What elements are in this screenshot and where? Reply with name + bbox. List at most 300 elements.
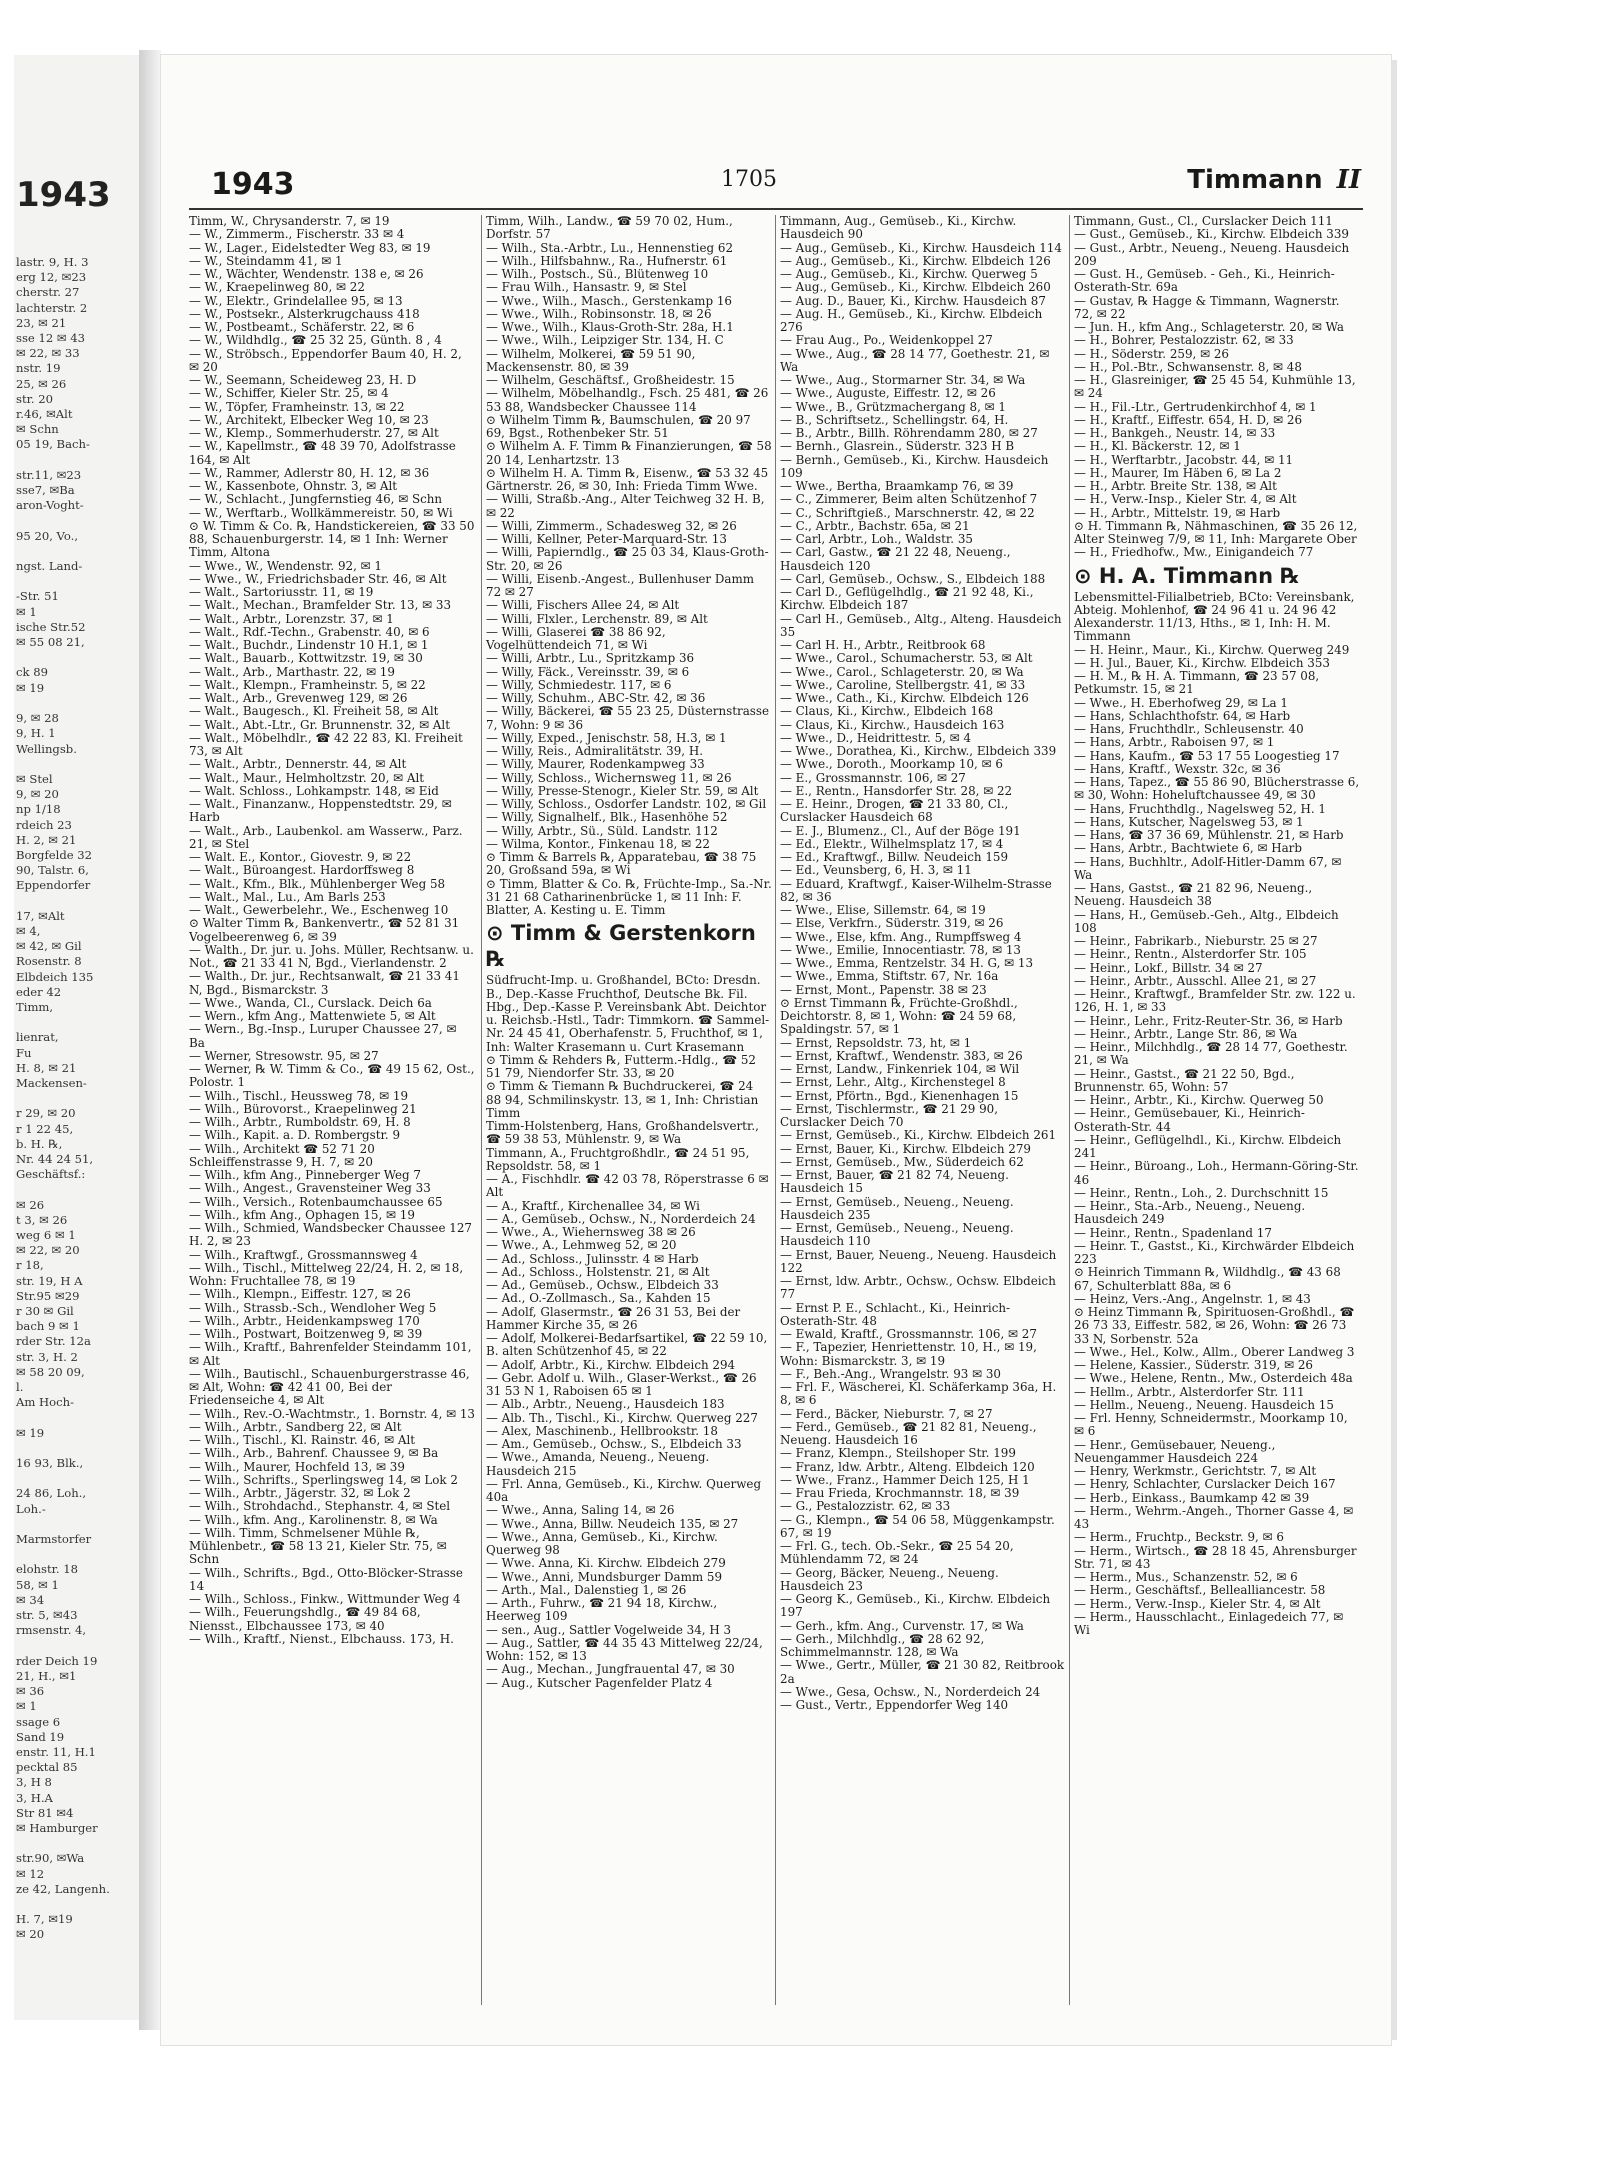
- directory-entry: — Gebr. Adolf u. Wilh., Glaser-Werkst., ☎ 26 31 53 N 1, Raboisen 65 ✉ 1: [486, 1370, 757, 1398]
- directory-entry: — Willy, Signalhelf., Blk., Hasenhöhe 52: [486, 810, 728, 825]
- previous-page-line: [14, 757, 139, 772]
- directory-entry: — Ernst, Bauer, Ki., Kirchw. Elbdeich 279: [780, 1141, 1031, 1156]
- previous-page-line: ck 89: [16, 665, 48, 680]
- directory-entry: — Carl H., Gemüseb., Altg., Alteng. Hausdeich 35: [780, 611, 1062, 639]
- directory-entry: — Adolf, Glasermstr., ☎ 26 31 53, Bei der Hammer Kirche 35, ✉ 26: [486, 1304, 741, 1332]
- previous-page-line: [14, 1836, 139, 1851]
- directory-entry: ⊙ W. Timm & Co. ℞, Handstickereien, ☎ 33 50 88, Schauenburgerstr. 14, ✉ 1 Inh: Werner Timm, Altona: [189, 518, 475, 560]
- directory-entry: — Willi, Eisenb.-Angest., Bullenhuser Damm 72 ✉ 27: [486, 571, 755, 599]
- directory-entry: — Heinr. T., Gastst., Ki., Kirchwärder Elbdeich 223: [1074, 1238, 1355, 1266]
- previous-page-year: 1943: [16, 175, 111, 215]
- directory-entry: — Heinr., Kraftwgf., Bramfelder Str. zw. 122 u. 126, H. 1, ✉ 33: [1074, 987, 1356, 1015]
- directory-entry: — Willy, Arbtr., Sü., Süld. Landstr. 112: [486, 823, 718, 838]
- directory-entry: — Willi, Straßb.-Ang., Alter Teichweg 32 H. B, ✉ 22: [486, 492, 765, 520]
- directory-entry: — Wwe., Emma, Rentzelstr. 34 H. G, ✉ 13: [780, 956, 1034, 970]
- directory-entry: — Ernst, Lehr., Altg., Kirchenstegel 8: [780, 1075, 1006, 1090]
- directory-entry: — Gust., Gemüseb., Ki., Kirchw. Elbdeich 339: [1074, 227, 1349, 242]
- directory-entry: — Else, Verkfrn., Süderstr. 319, ✉ 26: [780, 916, 1004, 931]
- column-2: [481, 215, 772, 2005]
- previous-page-line: 24 86, Loh.,: [16, 1486, 87, 1501]
- directory-entry: — Aug., Sattler, ☎ 44 35 43 Mittelweg 22/24, Wohn: 152, ✉ 13: [486, 1635, 763, 1663]
- previous-page-line: 9, H. 1: [16, 726, 56, 741]
- previous-page-line: str.90, ✉Wa: [16, 1851, 85, 1866]
- directory-entry: — Wwe., Else, kfm. Ang., Rumpffsweg 4: [780, 929, 1022, 944]
- directory-entry: — Heinr., Arbtr., Ki., Kirchw. Querweg 50: [1074, 1093, 1324, 1107]
- directory-entry: — Ernst, ldw. Arbtr., Ochsw., Ochsw. Elbdeich 77: [780, 1274, 1056, 1302]
- directory-entry: — E., Rentn., Hansdorfer Str. 28, ✉ 22: [780, 783, 1013, 798]
- directory-entry: — Aug. D., Bauer, Ki., Kirchw. Hausdeich 87: [780, 293, 1046, 308]
- previous-page-line: 21, H., ✉1: [16, 1668, 77, 1683]
- previous-page-line: enstr. 11, H.1: [16, 1744, 96, 1759]
- directory-entry: — Henry, Schlachter, Curslacker Deich 167: [1074, 1477, 1336, 1492]
- directory-entry: — F., Beh.-Ang., Wrangelstr. 93 ✉ 30: [780, 1366, 1002, 1381]
- directory-entry: — Heinr., Lokf., Billstr. 34 ✉ 27: [1074, 960, 1263, 975]
- directory-entry: — Alb. Th., Tischl., Ki., Kirchw. Querweg 227: [486, 1410, 758, 1425]
- page-year: 1943: [211, 167, 295, 202]
- previous-page-line: lachterstr. 2: [16, 300, 88, 315]
- directory-entry: — Wilh., Arbtr., Rumboldstr. 69, H. 8: [189, 1115, 411, 1129]
- directory-entry: — Heinr., Lehr., Fritz-Reuter-Str. 36, ✉ Harb: [1074, 1013, 1343, 1028]
- previous-page-line: ✉ Schn: [16, 422, 59, 437]
- directory-entry: — Herm., Verw.-Insp., Kieler Str. 4, ✉ Alt: [1074, 1596, 1321, 1611]
- directory-entry: — Walt., Arb., Marthastr. 22, ✉ 19: [189, 664, 395, 679]
- directory-entry: — Aug., Gemüseb., Ki., Kirchw. Querweg 5: [780, 267, 1038, 281]
- directory-entry: ⊙ Heinrich Timmann ℞, Wildhdlg., ☎ 43 68 67, Schulterblatt 88a, ✉ 6: [1074, 1265, 1341, 1293]
- directory-entry: — Heinr., Rentn., Loh., 2. Durchschnitt 15: [1074, 1185, 1329, 1200]
- previous-page-line: str. 3, H. 2: [16, 1349, 78, 1364]
- directory-entry: — Wwe., Franz., Hammer Deich 125, H 1: [780, 1472, 1030, 1487]
- directory-entry: — Wwe., D., Heidrittestr. 5, ✉ 4: [780, 730, 972, 745]
- directory-entry: — Walth., Dr. jur. u. Johs. Müller, Rechtsanw. u. Not., ☎ 21 33 41 N, Bgd., Vierlandenstr. 2: [189, 942, 474, 970]
- directory-entry: — Walt., Mechan., Bramfelder Str. 13, ✉ 33: [189, 598, 452, 613]
- directory-entry: — Ernst, Repsoldstr. 73, ht, ✉ 1: [780, 1035, 972, 1050]
- directory-entry: — Wilma, Kontor., Finkenau 18, ✉ 22: [486, 836, 710, 851]
- directory-entry: — Hans, H., Gemüseb.-Geh., Altg., Elbdeich 108: [1074, 907, 1339, 935]
- previous-page-line: ze 42, Langenh.: [16, 1881, 110, 1896]
- directory-entry: — Frl. Henny, Schneidermstr., Moorkamp 10, ✉ 6: [1074, 1411, 1348, 1439]
- previous-page-line: l.: [16, 1380, 24, 1395]
- directory-entry: — Wwe., Carol., Schlageterstr. 20, ✉ Wa: [780, 664, 1024, 679]
- directory-entry: — Wilh., Strassb.-Sch., Wendloher Weg 5: [189, 1300, 437, 1315]
- directory-entry: — Wwe., Wilh., Masch., Gerstenkamp 16: [486, 293, 732, 308]
- previous-page-line: Str.95 ✉29: [16, 1288, 80, 1303]
- directory-entry: — Wilh., Bautischl., Schauenburgerstrasse 46, ✉ Alt, Wohn: ☎ 42 41 00, Bei der Friedenseiche 4, ✉ Alt: [189, 1366, 470, 1408]
- directory-entry: — Wern., kfm Ang., Mattenwiete 5, ✉ Alt: [189, 1009, 436, 1023]
- directory-entry: — Carl, Gastw., ☎ 21 22 48, Neueng., Hausdeich 120: [780, 545, 1011, 573]
- directory-entry: — Gerh., kfm. Ang., Curvenstr. 17, ✉ Wa: [780, 1618, 1024, 1633]
- previous-page-line: [14, 574, 139, 589]
- directory-entry: — Wilh., Kapit. a. D. Rombergstr. 9: [189, 1128, 401, 1143]
- directory-entry: — Wwe., Hel., Kolw., Allm., Oberer Landweg 3: [1074, 1344, 1355, 1359]
- directory-entry: — Ernst, Tischlermstr., ☎ 21 29 90, Curslacker Deich 70: [780, 1101, 999, 1129]
- directory-entry: — W., Lager., Eidelstedter Weg 83, ✉ 19: [189, 240, 431, 255]
- directory-entry: — Wilh., Kraftf., Nienst., Elbchauss. 173, H.: [189, 1631, 454, 1646]
- directory-entry: — C., Arbtr., Bachstr. 65a, ✉ 21: [780, 518, 970, 533]
- directory-entry: — H., Friedhofw., Mw., Einigandeich 77: [1074, 545, 1314, 560]
- column-4: [1069, 215, 1360, 2005]
- previous-page-line: str. 20: [16, 391, 53, 406]
- directory-entry: — Wwe., Wilh., Leipziger Str. 134, H. C: [486, 333, 724, 348]
- directory-entry: ⊙ H. Timmann ℞, Nähmaschinen, ☎ 35 26 12, Alter Steinweg 7/9, ✉ 11, Inh: Margarete Ober: [1074, 518, 1358, 546]
- previous-page-line: rdeich 23: [16, 817, 72, 832]
- directory-entry: — C., Zimmerer, Beim alten Schützenhof 7: [780, 492, 1038, 507]
- directory-entry: — Arth., Fuhrw., ☎ 21 94 18, Kirchw., Heerweg 109: [486, 1596, 718, 1624]
- previous-page-line: lienrat,: [16, 1030, 59, 1045]
- directory-entry: — Willy, Presse-Stenogr., Kieler Str. 59, ✉ Alt: [486, 783, 759, 798]
- previous-page-line: Rosenstr. 8: [16, 954, 82, 969]
- running-title-name: Timmann: [1187, 165, 1323, 195]
- directory-entry: ⊙ Timm & Gerstenkorn ℞: [486, 921, 756, 972]
- previous-page-line: Str 81 ✉4: [16, 1805, 74, 1820]
- directory-entry: — W., Werftarb., Wollkämmereistr. 50, ✉ Wi: [189, 505, 453, 520]
- directory-entry: — W., Rammer, Adlerstr 80, H. 12, ✉ 36: [189, 465, 430, 480]
- directory-entry: — Wilh., Tischl., Heussweg 78, ✉ 19: [189, 1088, 409, 1103]
- previous-page-line: [14, 1897, 139, 1912]
- previous-page-line: t 3, ✉ 26: [16, 1212, 68, 1227]
- directory-entry: — Walt., Büroangest. Hardorffsweg 8: [189, 863, 415, 878]
- directory-entry: — Wilh., Tischl., Kl. Rainstr. 46, ✉ Alt: [189, 1433, 416, 1447]
- directory-entry: — Frl. Anna, Gemüseb., Ki., Kirchw. Querweg 40a: [486, 1476, 762, 1504]
- directory-entry: — Carl H. H., Arbtr., Reitbrook 68: [780, 638, 986, 652]
- directory-entry: — Ernst, Kraftwf., Wendenstr. 383, ✉ 26: [780, 1048, 1023, 1063]
- directory-entry: — Wilh., kfm Ang., Ophagen 15, ✉ 19: [189, 1207, 415, 1222]
- bottom-margin: [0, 2158, 1600, 2177]
- directory-entry: — Wwe., Auguste, Eiffestr. 12, ✉ 26: [780, 386, 996, 401]
- directory-entry: — Willi, Arbtr., Lu., Spritzkamp 36: [486, 651, 695, 666]
- directory-entry: — Eduard, Kraftwgf., Kaiser-Wilhelm-Strasse 82, ✉ 36: [780, 876, 1052, 904]
- directory-entry: — Walt., Klempn., Framheinstr. 5, ✉ 22: [189, 677, 426, 692]
- directory-entry: — Heinz, Vers.-Ang., Angelnstr. 1, ✉ 43: [1074, 1291, 1311, 1306]
- previous-page-line: 17, ✉Alt: [16, 908, 65, 923]
- directory-entry: — W., Steindamm 41, ✉ 1: [189, 253, 343, 268]
- directory-entry: — Willi, Glaserei ☎ 38 86 92, Vogelhüttendeich 71, ✉ Wi: [486, 624, 666, 652]
- directory-entry: — Hans, Gastst., ☎ 21 82 96, Neueng., Neueng. Hausdeich 38: [1074, 881, 1313, 909]
- directory-entry: — Franz, ldw. Arbtr., Alteng. Elbdeich 120: [780, 1459, 1035, 1474]
- previous-page-line: 3, H 8: [16, 1775, 52, 1790]
- directory-entry: — Arth., Mal., Dalenstieg 1, ✉ 26: [486, 1582, 687, 1597]
- directory-entry: — Frau Wilh., Hansastr. 9, ✉ Stel: [486, 280, 687, 295]
- directory-entry: — Ernst, Pförtn., Bgd., Kienenhagen 15: [780, 1088, 1019, 1103]
- directory-entry: — Werner, Stresowstr. 95, ✉ 27: [189, 1048, 379, 1063]
- directory-entry: — W., Kapellmstr., ☎ 48 39 70, Adolfstrasse 164, ✉ Alt: [189, 439, 456, 467]
- previous-page-line: [14, 696, 139, 711]
- directory-entry: — Wwe., Emma, Stiftstr. 67, Nr. 16a: [780, 969, 999, 984]
- directory-entry: — Willy, Maurer, Rodenkampweg 33: [486, 757, 705, 772]
- previous-page-line: H. 2, ✉ 21: [16, 832, 77, 847]
- directory-entry: — A., Fischhdlr. ☎ 42 03 78, Röperstrasse 6 ✉ Alt: [486, 1172, 769, 1200]
- directory-entry: — Willi, Papierndlg., ☎ 25 03 34, Klaus-Groth-Str. 20, ✉ 26: [486, 545, 769, 573]
- previous-page-line: Sand 19: [16, 1729, 65, 1744]
- directory-entry: — Carl, Arbtr., Loh., Waldstr. 35: [780, 532, 973, 546]
- directory-entry: — Frl. F., Wäscherei, Kl. Schäferkamp 36a, H. 8, ✉ 6: [780, 1380, 1057, 1408]
- directory-entry: — Hans, ☎ 37 36 69, Mühlenstr. 21, ✉ Harb: [1074, 828, 1344, 842]
- directory-entry: — H., Glasreiniger, ☎ 25 45 54, Kuhmühle 13, ✉ 24: [1074, 373, 1356, 401]
- directory-entry: — F., Tapezier, Henriettenstr. 10, H., ✉ 19, Wohn: Bismarckstr. 3, ✉ 19: [780, 1340, 1037, 1368]
- directory-entry: — Walt., Sartoriusstr. 11, ✉ 19: [189, 585, 374, 599]
- directory-entry: — Wwe., Anna, Gemüseb., Ki., Kirchw. Querweg 98: [486, 1529, 718, 1557]
- previous-page-line: H. 8, ✉ 21: [16, 1060, 77, 1075]
- directory-entry: — Ad., O.-Zollmasch., Sa., Kahden 15: [486, 1291, 711, 1306]
- previous-page-line: str. 5, ✉43: [16, 1608, 78, 1623]
- previous-page-line: r 30 ✉ Gil: [16, 1304, 74, 1319]
- directory-entry: — Willy, Bäckerei, ☎ 55 23 25, Düsternstrasse 7, Wohn: 9 ✉ 36: [486, 704, 770, 732]
- directory-entry: — Walt., Arb., Grevenweg 129, ✉ 26: [189, 691, 408, 705]
- previous-page-line: erg 12, ✉23: [16, 270, 87, 285]
- directory-entry: — Willi, Fischers Allee 24, ✉ Alt: [486, 598, 680, 613]
- previous-page-line: 95 20, Vo.,: [16, 528, 79, 543]
- directory-entry: — Ferd., Gemüseb., ☎ 21 82 81, Neueng., Neueng. Hausdeich 16: [780, 1419, 1037, 1447]
- directory-entry: — Alex, Maschinenb., Hellbrookstr. 18: [486, 1423, 718, 1438]
- directory-entry: — H. Jul., Bauer, Ki., Kirchw. Elbdeich 353: [1074, 655, 1331, 670]
- directory-entry: — Wwe., Doroth., Moorkamp 10, ✉ 6: [780, 757, 1003, 772]
- directory-entry: — Wilh., Klempn., Eiffestr. 127, ✉ 26: [189, 1287, 411, 1302]
- directory-entry: — Willy, Exped., Jenischstr. 58, H.3, ✉ 1: [486, 730, 727, 745]
- previous-page-line: ✉ 1: [16, 604, 37, 619]
- previous-page-line: ✉ 1: [16, 1699, 37, 1714]
- directory-entry: — Wwe., Gertr., Müller, ☎ 21 30 82, Reitbrook 2a: [780, 1658, 1065, 1686]
- directory-entry: — Heinr., Rentn., Alsterdorfer Str. 105: [1074, 947, 1307, 962]
- previous-page-line: lastr. 9, H. 3: [16, 255, 89, 269]
- directory-entry: — Wilhelm, Möbelhandlg., Fsch. 25 481, ☎ 26 53 88, Wandsbecker Chaussee 114: [486, 386, 769, 414]
- directory-entry: — Hans, Kutscher, Nagelsweg 53, ✉ 1: [1074, 814, 1304, 829]
- directory-entry: — Am., Gemüseb., Ochsw., S., Elbdeich 33: [486, 1437, 742, 1451]
- directory-entry: — Frau Frieda, Krochmannstr. 18, ✉ 39: [780, 1486, 1020, 1500]
- previous-page-line: ✉ 58 20 09,: [16, 1364, 85, 1379]
- directory-entry: — W., Töpfer, Framheinstr. 13, ✉ 22: [189, 399, 405, 414]
- previous-page-line: eder 42: [16, 984, 62, 999]
- directory-entry: — Hans, Fruchthdlr., Schleusenstr. 40: [1074, 722, 1304, 736]
- directory-entry: — Wilh., Feuerungshdlg., ☎ 49 84 68, Niensst., Elbchaussee 173, ✉ 40: [189, 1605, 421, 1633]
- directory-entry: — H., Kraftf., Eiffestr. 654, H. D, ✉ 26: [1074, 412, 1303, 427]
- directory-entry: — Willi, Flxler., Lerchenstr. 89, ✉ Alt: [486, 611, 708, 626]
- directory-entry: — Hans, Arbtr., Raboisen 97, ✉ 1: [1074, 735, 1275, 750]
- previous-page-line: ✉ 42, ✉ Gil: [16, 939, 82, 954]
- previous-page-line: r 1 22 45,: [16, 1121, 74, 1136]
- directory-entry: — Willy, Schloss., Osdorfer Landstr. 102, ✉ Gil: [486, 797, 767, 811]
- directory-entry: — Wilh., Kraftf., Bahrenfelder Steindamm 101, ✉ Alt: [189, 1340, 472, 1368]
- directory-entry: — Herm., Wirtsch., ☎ 28 18 45, Ahrensburger Str. 71, ✉ 43: [1074, 1543, 1357, 1571]
- previous-page-line: ✉ 22, ✉ 33: [16, 346, 80, 361]
- directory-entry: — Wwe., A., Lehmweg 52, ✉ 20: [486, 1238, 677, 1253]
- previous-page-edge: [14, 55, 141, 2020]
- previous-page-line: Mackensen-: [16, 1075, 87, 1090]
- directory-entry: — Wwe., W., Friedrichsbader Str. 46, ✉ Alt: [189, 571, 447, 586]
- directory-entry: — Wwe., Anna, Billw. Neudeich 135, ✉ 27: [486, 1516, 739, 1531]
- directory-entry: — Wwe., W., Wendenstr. 92, ✉ 1: [189, 558, 382, 573]
- directory-entry: — Walt., Arbtr., Lorenzstr. 37, ✉ 1: [189, 611, 394, 626]
- previous-page-line: aron-Voght-: [16, 498, 84, 513]
- directory-entry: — Hans, Tapez., ☎ 55 86 90, Blücherstrasse 6, ✉ 30, Wohn: Hoheluftchaussee 49, ✉ 30: [1074, 775, 1360, 803]
- directory-page: [161, 55, 1391, 2045]
- directory-entry: — W., Kassenbote, Ohnstr. 3, ✉ Alt: [189, 479, 398, 493]
- directory-entry: — Ad., Schloss., Julinsstr. 4 ✉ Harb: [486, 1251, 699, 1266]
- directory-entry: — Wwe., H. Eberhofweg 29, ✉ La 1: [1074, 695, 1288, 710]
- directory-entry: — Wilh., Arbtr., Heidenkampsweg 170: [189, 1313, 420, 1328]
- directory-entry: — Ed., Elektr., Wilhelmsplatz 17, ✉ 4: [780, 836, 1004, 851]
- previous-page-line: bach 9 ✉ 1: [16, 1319, 80, 1334]
- directory-entry: — Ernst, Gemüseb., Neueng., Neueng. Hausdeich 235: [780, 1194, 1014, 1222]
- previous-page-line: sse7, ✉Ba: [16, 483, 75, 498]
- directory-entry: Timm, Wilh., Landw., ☎ 59 70 02, Hum., Dorfstr. 57: [486, 215, 733, 242]
- directory-entry: — Helene, Kassier., Süderstr. 319, ✉ 26: [1074, 1358, 1313, 1372]
- previous-page-line: ✉ 36: [16, 1684, 45, 1699]
- directory-entry: — Wwe., Anna, Saling 14, ✉ 26: [486, 1503, 675, 1518]
- directory-entry: — W., Ströbsch., Eppendorfer Baum 40, H. 2, ✉ 20: [189, 346, 462, 374]
- directory-entry: — Wwe., Amanda, Neueng., Neueng. Hausdeich 215: [486, 1450, 710, 1478]
- directory-entry: — G., Pestalozzistr. 62, ✉ 33: [780, 1499, 951, 1514]
- directory-entry: — Willy, Reis., Admiralitätstr. 39, H.: [486, 744, 703, 758]
- previous-page-line: rder Str. 12a: [16, 1334, 91, 1349]
- directory-entry: — W., Schlacht., Jungfernstieg 46, ✉ Schn: [189, 492, 443, 507]
- directory-entry: — Willi, Zimmerm., Schadesweg 32, ✉ 26: [486, 518, 737, 533]
- previous-page-line: [14, 1471, 139, 1486]
- directory-entry: — Ad., Schloss., Holstenstr. 21, ✉ Alt: [486, 1264, 710, 1279]
- directory-entry: — Aug., Gemüseb., Ki., Kirchw. Hausdeich 114: [780, 240, 1062, 255]
- previous-page-line: 3, H.A: [16, 1790, 53, 1805]
- directory-entry: — Heinr., Milchhdlg., ☎ 28 14 77, Goethestr. 21, ✉ Wa: [1074, 1040, 1348, 1068]
- previous-page-line: [14, 1547, 139, 1562]
- running-title-section: II: [1336, 165, 1361, 195]
- previous-page-line: ✉ 22, ✉ 20: [16, 1243, 80, 1258]
- directory-entry: Timmann, Aug., Gemüseb., Ki., Kirchw. Hausdeich 90: [780, 215, 1017, 242]
- previous-page-line: cherstr. 27: [16, 285, 80, 300]
- directory-entry: — Ernst, Gemüseb., Mw., Süderdeich 62: [780, 1154, 1024, 1169]
- directory-entry: — Walt. Schloss., Lohkampstr. 148, ✉ Eid: [189, 783, 439, 798]
- directory-entry: — Herm., Geschäftsf., Bellealliancestr. 58: [1074, 1583, 1326, 1598]
- directory-entry: — Walt., Kfm., Blk., Mühlenberger Weg 58: [189, 876, 446, 891]
- directory-entry: — Walt., Arb., Laubenkol. am Wasserw., Parz. 21, ✉ Stel: [189, 823, 463, 851]
- directory-entry: — W., Postsekr., Alsterkrugchauss 418: [189, 306, 420, 321]
- directory-entry: — Heinr., Büroang., Loh., Hermann-Göring-Str. 46: [1074, 1159, 1359, 1187]
- directory-entry: — Walt., Möbelhdlr., ☎ 42 22 83, Kl. Freiheit 73, ✉ Alt: [189, 730, 463, 758]
- directory-entry: — Hans, Fruchthdlg., Nagelsweg 52, H. 1: [1074, 801, 1326, 816]
- directory-entry: — Henry, Werkmstr., Gerichtstr. 7, ✉ Alt: [1074, 1464, 1317, 1478]
- directory-entry: — Walt., Arbtr., Dennerstr. 44, ✉ Alt: [189, 757, 407, 772]
- directory-entry: — Heinr., Rentn., Spadenland 17: [1074, 1225, 1272, 1240]
- directory-entry: — Frl. G., tech. Ob.-Sekr., ☎ 25 54 20, Mühlendamm 72, ✉ 24: [780, 1539, 1014, 1567]
- directory-entry: — H., Arbtr. Breite Str. 138, ✉ Alt: [1074, 479, 1277, 493]
- directory-entry: — B., Schriftsetz., Schellingstr. 64, H.: [780, 412, 1009, 427]
- directory-entry: — Wwe., Helene, Rentn., Mw., Osterdeich 48a: [1074, 1371, 1353, 1386]
- previous-page-line: Geschäftsf.:: [16, 1167, 86, 1182]
- directory-entry: — Walt. E., Kontor., Giovestr. 9, ✉ 22: [189, 850, 412, 864]
- directory-entry: — Wilhelm, Geschäftsf., Großheidestr. 15: [486, 373, 735, 387]
- directory-entry: Timmann, Gust., Cl., Curslacker Deich 111: [1074, 215, 1333, 228]
- directory-entry: — Henr., Gemüsebauer, Neueng., Neuengammer Hausdeich 224: [1074, 1437, 1276, 1465]
- directory-entry: ⊙ Heinz Timmann ℞, Spirituosen-Großhdl., ☎ 26 73 33, Eiffestr. 582, ✉ 26, Wohn: ☎ 26 73 33 N, Sorbenstr. 52a: [1074, 1305, 1355, 1346]
- directory-entry: — Heinr., Arbtr., Lange Str. 86, ✉ Wa: [1074, 1026, 1298, 1041]
- directory-entry: — Wilh., Rev.-O.-Wachtmstr., 1. Bornstr. 4, ✉ 13: [189, 1406, 475, 1421]
- directory-entry: — H. Heinr., Maur., Ki., Kirchw. Querweg 249: [1074, 642, 1350, 657]
- previous-page-line: -Str. 51: [16, 589, 59, 604]
- previous-page-line: Eppendorfer: [16, 878, 91, 893]
- directory-entry: — B., Arbtr., Billh. Röhrendamm 280, ✉ 27: [780, 426, 1038, 440]
- directory-entry: — Franz, Klempn., Steilshoper Str. 199: [780, 1446, 1016, 1461]
- directory-entry: — Wilh., Sta.-Arbtr., Lu., Hennenstieg 62: [486, 240, 734, 255]
- directory-entry: — Ewald, Kraftf., Grossmannstr. 106, ✉ 27: [780, 1327, 1037, 1341]
- directory-entry: — Wilh., kfm Ang., Pinneberger Weg 7: [189, 1168, 421, 1182]
- directory-entry: — Walt., Rdf.-Techn., Grabenstr. 40, ✉ 6: [189, 624, 430, 639]
- directory-entry: — H., Pol.-Btr., Schwansenstr. 8, ✉ 48: [1074, 359, 1302, 374]
- directory-entry: — E. Heinr., Drogen, ☎ 21 33 80, Cl., Curslacker Hausdeich 68: [780, 797, 1009, 825]
- previous-page-line: 16 93, Blk.,: [16, 1456, 84, 1471]
- directory-entry: — Wilh. Timm, Schmelsener Mühle ℞, Mühlenbetr., ☎ 58 13 21, Kieler Str. 75, ✉ Schn: [189, 1525, 447, 1567]
- previous-page-line: [14, 1015, 139, 1030]
- directory-entry: — G., Klempn., ☎ 54 06 58, Müggenkampstr. 67, ✉ 19: [780, 1512, 1055, 1540]
- directory-entry: — Wern., Bg.-Insp., Luruper Chaussee 27, ✉ Ba: [189, 1022, 457, 1050]
- directory-entry: — W., Seemann, Scheideweg 23, H. D: [189, 373, 417, 387]
- previous-page-line: [14, 544, 139, 559]
- directory-entry: — Ernst, Gemüseb., Neueng., Neueng. Hausdeich 110: [780, 1221, 1014, 1249]
- directory-entry: — Claus, Ki., Kirchw., Elbdeich 168: [780, 704, 994, 719]
- directory-entry: — Adolf, Molkerei-Bedarfsartikel, ☎ 22 59 10, B. alten Schützenhof 45, ✉ 22: [486, 1331, 768, 1359]
- directory-entry: — Heinr., Gemüsebauer, Ki., Heinrich-Osterath-Str. 44: [1074, 1106, 1305, 1134]
- directory-entry: — Wilh., Schmied, Wandsbecker Chaussee 127 H. 2, ✉ 23: [189, 1221, 472, 1249]
- previous-page-line: rmsenstr. 4,: [16, 1623, 87, 1638]
- previous-page-line: 90, Talstr. 6,: [16, 863, 89, 878]
- directory-entry: — sen., Aug., Sattler Vogelweide 34, H 3: [486, 1622, 732, 1637]
- directory-entry: — Aug., Gemüseb., Ki., Kirchw. Elbdeich 260: [780, 280, 1051, 295]
- directory-entry: — Wilhelm, Molkerei, ☎ 59 51 90, Mackensenstr. 80, ✉ 39: [486, 346, 696, 374]
- directory-entry: — Hellm., Arbtr., Alsterdorfer Str. 111: [1074, 1384, 1305, 1399]
- column-1: [189, 215, 475, 2005]
- directory-entry: — Walt., Bauarb., Kottwitzstr. 19, ✉ 30: [189, 651, 423, 666]
- directory-entry: — Frau Aug., Po., Weidenkoppel 27: [780, 333, 993, 348]
- directory-entry: — Wilh., Postwart, Boitzenweg 9, ✉ 39: [189, 1327, 423, 1341]
- directory-entry: ⊙ Walter Timm ℞, Bankenvertr., ☎ 52 81 31 Vogelbeerenweg 6, ✉ 39: [189, 916, 460, 944]
- directory-entry: — Walth., Dr. jur., Rechtsanwalt, ☎ 21 33 41 N, Bgd., Bismarckstr. 3: [189, 969, 460, 997]
- previous-page-line: Wellingsb.: [16, 741, 77, 756]
- directory-entry: — Herm., Wehrm.-Angeh., Thorner Gasse 4, ✉ 43: [1074, 1503, 1354, 1531]
- directory-entry: — Ernst, Gemüseb., Ki., Kirchw. Elbdeich 261: [780, 1128, 1057, 1143]
- previous-page-line: elohstr. 18: [16, 1562, 79, 1577]
- previous-page-line: Timm,: [16, 999, 54, 1014]
- previous-page-line: [14, 1410, 139, 1425]
- directory-entry: — Gust., Vertr., Eppendorfer Weg 140: [780, 1698, 1009, 1712]
- directory-entry: — E. J., Blumenz., Cl., Auf der Böge 191: [780, 823, 1021, 838]
- previous-page-line: Marmstorfer: [16, 1532, 92, 1547]
- directory-entry: — Ernst, Bauer, Neueng., Neueng. Hausdeich 122: [780, 1247, 1057, 1275]
- directory-entry: — Wilh., Angest., Gravensteiner Weg 33: [189, 1181, 431, 1196]
- previous-page-line: ✉ 20: [16, 1927, 45, 1942]
- directory-entry: — Claus, Ki., Kirchw., Hausdeich 163: [780, 717, 1005, 732]
- directory-entry: — Bernh., Glasrein., Süderstr. 323 H B: [780, 439, 1015, 454]
- directory-entry: — Alb., Arbtr., Neueng., Hausdeich 183: [486, 1397, 725, 1412]
- directory-entry: — Willy, Schmiedestr. 117, ✉ 6: [486, 677, 672, 692]
- previous-page-line: ✉ 34: [16, 1592, 45, 1607]
- previous-page-line: [14, 453, 139, 468]
- directory-entry: — Gust. H., Gemüseb. - Geh., Ki., Heinrich-Osterath-Str. 69a: [1074, 267, 1335, 295]
- directory-entry: — W., Klemp., Sommerhuderstr. 27, ✉ Alt: [189, 426, 439, 440]
- directory-entry: ⊙ Timm & Tiemann ℞ Buchdruckerei, ☎ 24 88 94, Schmilinskystr. 13, ✉ 1, Inh: Christian Timm: [486, 1079, 759, 1120]
- directory-entry: — Aug., Kutscher Pagenfelder Platz 4: [486, 1675, 713, 1690]
- directory-entry: — H., Bankgeh., Neustr. 14, ✉ 33: [1074, 426, 1276, 440]
- previous-page-line: b. H. ℞,: [16, 1136, 63, 1151]
- directory-entry: — Hans, Schlachthofstr. 64, ✉ Harb: [1074, 708, 1291, 723]
- directory-entry: — Ernst, Landw., Finkenriek 104, ✉ Wil: [780, 1062, 1020, 1076]
- directory-entry: — Herm., Mus., Schanzenstr. 52, ✉ 6: [1074, 1570, 1298, 1584]
- directory-entry: Lebensmittel-Filialbetrieb, BCto: Vereinsbank, Abteig. Mohlenhof, ☎ 24 96 41 u. 24 96 42 Alexanderstr. 11/13, Hths., ✉ 1, Inh: H. M. Timmann: [1074, 589, 1355, 644]
- previous-page-line: sse 12 ✉ 43: [16, 331, 86, 346]
- directory-entry: — Wwe., B., Grützmachergang 8, ✉ 1: [780, 399, 1006, 414]
- directory-entry: ⊙ Ernst Timmann ℞, Früchte-Großhdl., Deichtorstr. 8, ✉ 1, Wohn: ☎ 24 59 68, Spaldingstr. 57, ✉ 1: [780, 995, 1018, 1037]
- directory-entry: — A., Kraftf., Kirchenallee 34, ✉ Wi: [486, 1198, 700, 1213]
- directory-entry: — H., Verw.-Insp., Kieler Str. 4, ✉ Alt: [1074, 492, 1297, 507]
- directory-entry: — Wwe., A., Wiehernsweg 38 ✉ 26: [486, 1225, 696, 1239]
- directory-entry: — Wwe., Wanda, Cl., Curslack. Deich 6a: [189, 995, 432, 1010]
- directory-entry: — Gerh., Milchhdlg., ☎ 28 62 92, Schimmelmannstr. 128, ✉ Wa: [780, 1631, 985, 1659]
- directory-entry: — H., Arbtr., Mittelstr. 19, ✉ Harb: [1074, 505, 1281, 520]
